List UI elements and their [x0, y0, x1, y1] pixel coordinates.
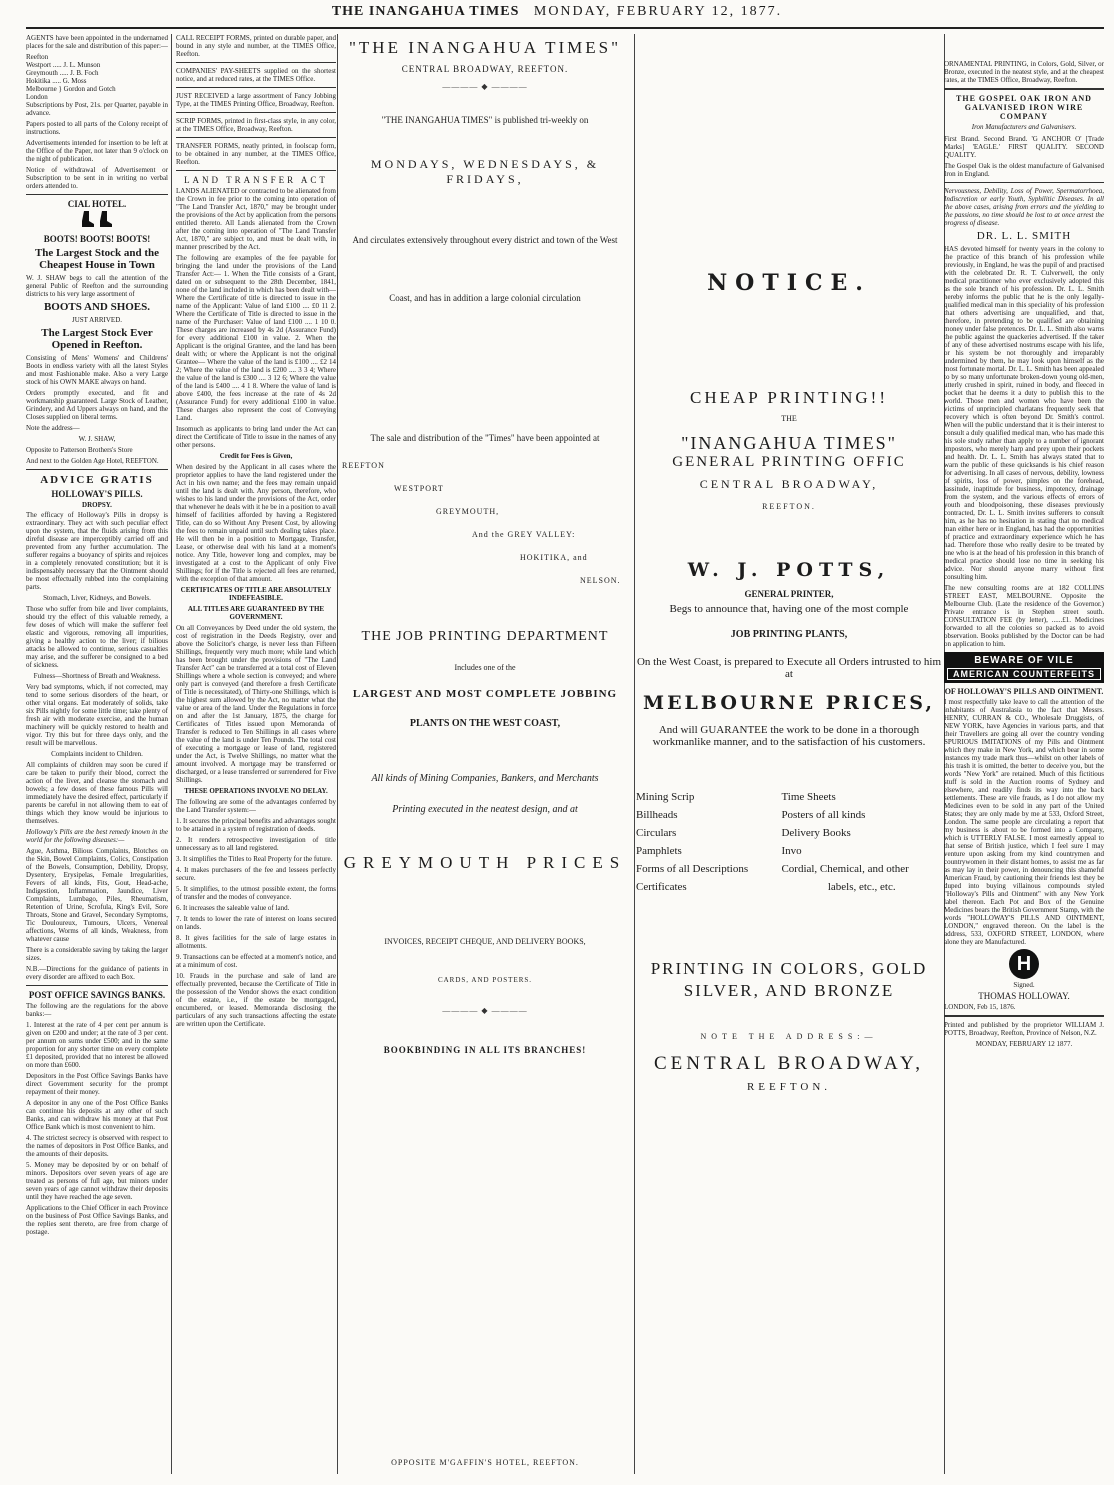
signed-text: Signed. [1013, 981, 1035, 989]
boots-shoes-heading: BOOTS AND SHOES. [43, 301, 151, 313]
consisting-text: Consisting of Mens' Womens' and Childrens' Boots in endless variety with all the latest Styles and most Fashionable make. Also a very Large stock of his OWN MAKE always on hand. [26, 354, 168, 386]
savings-item: Applications to the Chief Officer in each Province on the business of Post Office Savings Banks, and the replies sent thereto, are free from charge of postage. [26, 1204, 168, 1236]
item-right: Delivery Books [781, 827, 851, 839]
address-name: W. J. SHAW, [78, 435, 116, 443]
fulness-heading: Fulness—Shortness of Breath and Weakness. [33, 672, 161, 680]
call-receipt-ad: CALL RECEIPT FORMS, printed on durable paper, and bound in any style and number, at the TIMES Office, Reefton. [176, 34, 336, 58]
item-left: Forms of all Descriptions [636, 863, 749, 875]
item-right: labels, etc., etc. [827, 881, 896, 893]
just-arrived: JUST ARRIVED. [71, 316, 123, 324]
column-4 [634, 34, 944, 1474]
paper-subtitle: CENTRAL BROADWAY, REEFTON. [401, 64, 569, 74]
column-rule [171, 34, 172, 1474]
advantage-item: 7. It tends to lower the rate of interest on loans secured on lands. [176, 915, 336, 931]
general-printing-heading: GENERAL PRINTING OFFIC [672, 454, 906, 470]
item-right: Cordial, Chemical, and other [781, 863, 909, 875]
advantage-item: 5. It simplifies, to the utmost possible extent, the forms of transfer and the modes of conveyance. [176, 885, 336, 901]
item-left: Mining Scrip [636, 791, 695, 803]
printed-by-text: Printed and published by the proprietor WILLIAM J. POTTS, Broadway, Reefton, Province of Nelson, N.Z. [944, 1021, 1104, 1037]
reefton-text: REEFTON. [762, 502, 816, 511]
footer-address: OPPOSITE M'GAFFIN'S HOTEL, REEFTON. [391, 1458, 579, 1467]
certificates-heading: CERTIFICATES OF TITLE ARE ABSOLUTELY INDEFEASIBLE. [180, 586, 332, 602]
notice-heading: NOTICE. [707, 270, 871, 296]
orders-text: Orders promptly executed, and fit and workmanship guaranteed. Large Stock of Leather, Grindery, and Ad Uppers always on hand, and the Closes supplied on liberal terms. [26, 389, 168, 421]
advantage-item: 8. It gives facilities for the sale of large estates in allotments. [176, 934, 336, 950]
reefton-heading: REEFTON. [746, 1081, 832, 1093]
savings-intro: The following are the regulations for the above banks:— [26, 1002, 168, 1018]
masthead-rule [26, 27, 1104, 29]
ornament-dash: ———— ◆ ———— [442, 1006, 528, 1015]
diseases-list: Ague, Asthma, Bilious Complaints, Blotches on the Skin, Bowel Complaints, Colics, Constipation of the Bowels, Consumption, Debility, Dropsy, Dysentery, Erysipelas, Female Irregularities, Fevers of all kinds, Fits, Gout, Head-ache, Indigestion, Inflammation, Jaundice, Liver Complaints, Lumbago, Piles, Rheumatism, Retention of Urine, Scrofula, King's Evil, Sore Throats, Stone and Gravel, Secondary Symptoms, Tic Douloureux, Tumours, Ulcers, Venereal affections, Worms of all kinds, Weakness, from whatever cause [26, 847, 168, 943]
address-label: Note the address— [26, 424, 80, 432]
advantage-item: 10. Frauds in the purchase and sale of land are effectually prevented, because the Certificate of Title in the possession of the Vendor shows the exact condition of the estate, i.e., if the estate be mortgaged, encumbered, or leased. Memoranda disclosing the particulars of any such transactions affecting the estate are written upon the Certificate. [176, 972, 336, 1028]
holloway-name: THOMAS HOLLOWAY. [978, 991, 1070, 1001]
job-plants-text: JOB PRINTING PLANTS, [730, 629, 848, 640]
saving-text: There is a considerable saving by taking the larger sizes. [26, 946, 168, 962]
children-text: All complaints of children may soon be cured if care be taken to purify their blood, correct the action of the liver, and cleanse the stomach and bowels; a few doses of these famous Pills will immediately have the desired effect, particularly if parents be careful in not allowing them to eat of things which they know would be injurious to themselves. [26, 761, 168, 825]
papers-text: Papers posted to all parts of the Colony receipt of instructions. [26, 120, 168, 136]
table-row [634, 824, 944, 842]
item-left: Certificates [636, 881, 687, 893]
savings-item: Depositors in the Post Office Savings Banks have direct Government security for the prompt repayment of their money. [26, 1072, 168, 1096]
children-heading: Complaints incident to Children. [51, 750, 143, 758]
invoices-text: INVOICES, RECEIPT CHEQUE, AND DELIVERY BOOKS, [384, 937, 586, 946]
holloway-warning-text: I most respectfully take leave to call the attention of the inhabitants of Australasia to the fact that Messrs. HENRY, CURRAN & CO., Wholesale Druggists, of NEW YORK, have Agencies in various parts, and that their Travellers are going all over the country vending SPURIOUS IMITATIONS of my Pills and Ointment which they make in New York, and which bear in some instances my trade mark thus—whilst on other labels of this trash it is omitted, the better to deceive you, but the words "New York" are retained. Much of this fictitious stuff is sold in the Auction rooms of Sydney and elsewhere, and readily finds its way into the back settlements. These are vile frauds, as I do not allow my Medicines even to be sold in any part of the United States; they are only made by me at 533, Oxford Street, London. The same people are circulating a report that my business is about to be formed into a Company, which is UTTERLY FALSE. I most earnestly appeal to that sense of British justice, which I feel sure I may venture upon asking from my kind countrymen and countrywomen in their distant homes, to assist me as far as may lay in their power, in denouncing this shameful American Fraud, by cautioning their friends lest they be duped into buying villainous compounds styled "Holloway's Pills and Ointment" with any New York label thereon. Each Pot and Box of the Genuine Medicines bears the British Government Stamp, with the words "HOLLOWAY'S PILLS AND OINTMENT, LONDON," engraved thereon. On the label is the address, 533, OXFORD STREET, LONDON, where alone they are Manufactured. [944, 698, 1104, 946]
credit-text: When desired by the Applicant in all cases where the proprietor applies to have the land registered under the Act in his own name; and the fees may remain unpaid until the land is dealt with. Any person, therefore, who wishes to his land under the provisions of the Act, order that whenever he deals with it he be in a position to avail himself of facilities afforded by having a Registered Title, can do so Without Any Present Cost, by allowing the fees to remain unpaid until such dealing takes place. He will then be in a position to Mortgage, Transfer, Lease, or otherwise deal with his land at a moment's notice. Any Title, however long and complex, may be investigated at a cost to the Applicant of only Five Shillings; for if the Title is rejected all fees are returned, with the exception of that amount. [176, 463, 336, 583]
masthead-date: MONDAY, FEBRUARY 12, 1877. [533, 4, 783, 19]
printing-items-table [634, 788, 944, 896]
gospel-sub: Iron Manufacturers and Galvanisers. [971, 123, 1077, 131]
agent-item: Greymouth ..... J. B. Foch [26, 69, 99, 77]
dr-text: HAS devoted himself for twenty years in the colony to the practice of this branch of his profession while previously, in England, he was the pupil of and practised with the celebrated Dr. R. T. Culverwell, the only medical practitioner who ever exclusively adopted this as the sole branch of his profession. Dr. L. L. Smith hereby informs the public that he is the only legally-qualified medical man in this speciality of his profession that others advertising are unqualified, and that, therefore, in pretending to be qualified are obtaining money under false pretences. Dr. L. L. Smith also warns the public against the quackeries advertised. If the taker of any of these advertised nostrums escape with his life, or his system be not thoroughly and irreparably undermined by them, he may look upon himself as the most fortunate mortal. Dr. L. L. Smith has been appealed to by so many unfortunate broken-down young old-men, utterly crushed in spirit, ruined in body, and fleeced in pocket that he deems it a duty to publish this to the world. Those men and women who have been the victims of unprincipled charlatans frequently seek that recovery which is often beyond Dr. Smith's control. When will the public understand that it is their interest to consult a duly qualified medical man, who has made this his sole study rather than apply to a number of ignorant impostors, who merely harp and prey upon their pockets and health. Dr. L. L. Smith has always stated that to warn the public of these quicksands is his chief reason for advertising. In all cases of nervous, debility, lowness of spirits, loss of power, pimples on the forehead, lassitude, inaptitude for business, impotency, drainage from the system, and the various effects of errors of youth and bloodpoisoning, these diseases previously contracted, Dr. L. L. Smith invites sufferers to consult him, as he has no hesitation in stating that no medical man either here or in England, has had the opportunities of practice and extraordinary experience which he has had. Therefore those who really desire to be treated by one who is at the head of his profession in this branch of medical practice should lose no time in seeking his advice. Nor should anyone marry without first consulting him. [944, 245, 1104, 581]
address-line: Opposite to Patterson Brothers's Store [26, 446, 133, 454]
shaw-text: W. J. SHAW begs to call the attention of the general Public of Reefton and the surrounding districts to his very large assortment of [26, 274, 168, 298]
advantage-item: 2. It renders retrospective investigation of title unnecessary as to all land registered. [176, 836, 336, 852]
includes-text: Includes one of the [454, 663, 516, 672]
place-item: REEFTON [342, 461, 385, 470]
guarantee-text: And will GUARANTEE the work to be done in a thorough workmanlike manner, and to the satisfaction of his customers. [652, 724, 926, 748]
beware-line-2: AMERICAN COUNTERFEITS [947, 668, 1101, 680]
item-left: Pamphlets [636, 845, 682, 857]
brands-text: First Brand. Second Brand. 'G ANCHOR O' [Trade Marks] 'EAGLE.' FIRST QUALITY. SECOND QUALITY. [944, 135, 1104, 159]
table-row [634, 860, 944, 878]
item-left: Billheads [636, 809, 678, 821]
plants-text: PLANTS ON THE WEST COAST, [409, 718, 561, 729]
fees-text: The following are examples of the fee payable for bringing the land under the provisions of the Land Transfer Act:— 1. When the Title consists of a Grant, dated on or subsequent to the 28th December, 1841, none of the land included in which has been dealt with— Where the Certificate of title is directed to issue in the name of the Applicant: Value of land £100 .... £0 11 2. Where the Certificate of Title is directed to issue in the name of the Purchaser: Value of land £100 .... 1 10 0. These charges are increased by 4s 2d (Assurance Fund) for every additional £100 in value. 2. When the Applicant is the original Grantee, and the land has been dealt with; or where the Applicant is not the original Grantee— Where the value of the land is £100 .... £2 14 2; Where the value of the land is £200 .... 3 3 4; Where the value of the land is £300 .... 3 12 6; Where the value of the land is £400 .... 4 1 8. Where the value of land is above £400, the fees increase at the rate of 4s 2d (Assurance Fund) for every additional £100 in value. These charges also represent the cost of Conveying Land. [176, 254, 336, 422]
advantage-item: 4. It makes purchasers of the fee and lessees perfectly secure. [176, 866, 336, 882]
place-item: WESTPORT [394, 484, 444, 493]
agent-item: Hokitika ..... G. Moss [26, 77, 87, 85]
savings-item: 1. Interest at the rate of 4 per cent per annum is given on £200 and under; at the rate of 3 per cent. per annum on sums under £500; and in the same proportion for any shorter time on every complete £1 deposited, provided that no interest be allowed on more than £600. [26, 1021, 168, 1069]
table-row [634, 806, 944, 824]
colors-heading: PRINTING IN COLORS, GOLD SILVER, AND BRONZE [650, 959, 928, 1000]
item-right: Time Sheets [781, 791, 836, 803]
neatest-text: Printing executed in the neatest design, and at [392, 804, 578, 815]
central-heading: CENTRAL BROADWAY, [699, 477, 879, 491]
masthead-title: THE INANGAHUA TIMES [331, 4, 520, 19]
beware-banner [944, 652, 1104, 683]
item-left: Circulars [636, 827, 677, 839]
guaranteed-heading: ALL TITLES ARE GUARANTEED BY THE GOVERNMENT. [187, 605, 325, 621]
agents-list [26, 53, 168, 101]
item-right: Posters of all kinds [781, 809, 866, 821]
stomach-text: Those who suffer from bile and liver complaints, should try the effect of this valuable remedy, a few doses of which will make the sufferer feel elastic and vigorous, removing all impurities, giving a healthy action to the liver; if bilious attacks be allowed to continue, serious casualties may arise, and the sufferer be consigned to a bed of sickness. [26, 605, 168, 669]
times-heading: "INANGAHUA TIMES" [681, 433, 897, 453]
transfer-ad: TRANSFER FORMS, neatly printed, in foolscap form, to be obtained in any number, at the TIMES Office, Reefton. [176, 142, 336, 166]
begs-text: Begs to announce that, having one of the most comple [669, 603, 909, 615]
land-text: LANDS ALIENATED or contracted to be alienated from the Crown in fee prior to the coming into operation of "The Land Transfer Act, 1870," may be brought under the provisions of the Act by application from the persons entitled thereto. All Lands alienated from the Crown after the coming into operation of "The Land Transfer Act, 1870," are subject to, and must be dealt with, in manner prescribed by the Act. [176, 187, 336, 251]
paper-title: "THE INANGAHUA TIMES" [348, 38, 622, 57]
ornament-dash: ———— ◆ ———— [442, 82, 528, 91]
agent-item: Melbourne } Gordon and Gotch [26, 85, 116, 93]
sale-text: The sale and distribution of the "Times" have been appointed at [370, 433, 600, 443]
boot-icon [26, 211, 168, 232]
place-item: NELSON. [580, 576, 621, 585]
mining-text: All kinds of Mining Companies, Bankers, and Merchants [371, 773, 599, 784]
rooms-text: The new consulting rooms are at 182 COLLINS STREET EAST, MELBOURNE. Opposite the Melbourne Club. (Late the residence of the Governor.) Private entrance is in Stephen street south. CONSULTATION FEE (by letter), ......£1. Medicines forwarded to all the colonies so packed as to avoid observation. Books published by the Doctor can be had on application to him. [944, 584, 1104, 648]
masthead [0, 4, 1114, 26]
pay-sheets-ad: COMPANIES' PAY-SHEETS supplied on the shortest notice, and at reduced rates, at the TIMES Office. [176, 67, 336, 83]
table-row [634, 788, 944, 806]
ornamental-ad: ORNAMENTAL PRINTING, in Colors, Gold, Silver, or Bronze, executed in the neatest style, and at the cheapest rates, at the TIMES Office, Broadway, Reefton. [944, 60, 1104, 84]
pills-text: The efficacy of Holloway's Pills in dropsy is extraordinary. They act with such peculiar effect upon the system, that the fluids arising from this direful disease are imperceptibly carried off and prevented from any further accumulation. The sufferer regains a buoyancy of spirits and rejoices in a completely renovated constitution; but it is indispensably necessary that the Ointment should be most effectually rubbed into the complaining parts. [26, 511, 168, 591]
agent-item: Westport ..... J. L. Munson [26, 61, 101, 69]
adverts-text: Advertisements intended for insertion to be left at the Office of the Paper, not later than 9 o'clock on the night of publication. [26, 139, 168, 163]
advantage-item: 9. Transactions can be effected at a moment's notice, and at a minimum of cost. [176, 953, 336, 969]
coast-text: On the West Coast, is prepared to Execute all Orders intrusted to him at [636, 656, 942, 680]
column-1 [26, 34, 168, 1474]
largest-jobbing-text: LARGEST AND MOST COMPLETE JOBBING [352, 688, 618, 700]
place-item: GREYMOUTH, [436, 507, 500, 516]
note-address-text: NOTE THE ADDRESS:— [700, 1032, 878, 1041]
subscriptions-text: Subscriptions by Post, 21s. per Quarter, payable in advance. [26, 101, 168, 117]
beware-line-1: BEWARE OF VILE [974, 655, 1074, 666]
advantage-item: 1. It secures the principal benefits and advantages sought to be attained in a system of registration of deeds. [176, 817, 336, 833]
column-3 [336, 34, 634, 1474]
agents-intro: AGENTS have been appointed in the undernamed places for the sale and distribution of this paper:— [26, 34, 168, 50]
address-next: And next to the Golden Age Hotel, REEFTON. [26, 457, 159, 465]
land-transfer-heading: LAND TRANSFER ACT [184, 175, 328, 185]
column-5 [944, 34, 1104, 1474]
agent-item: London [26, 93, 48, 101]
cards-text: CARDS, AND POSTERS. [437, 976, 533, 984]
scrip-ad: SCRIP FORMS, printed in first-class style, in any color, at the TIMES Office, Broadway, Reefton. [176, 117, 336, 133]
printer-text: GENERAL PRINTER, [744, 589, 834, 599]
greymouth-prices-heading: GREYMOUTH PRICES [343, 853, 627, 872]
savings-item: 5. Money may be deposited by or on behalf of minors. Depositors over seven years of age are treated as persons of full age, but minors under seven years of age cannot withdraw their deposits until they have reached the age seven. [26, 1161, 168, 1201]
holloway-heading: HOLLOWAY'S PILLS. [51, 489, 143, 499]
holloway-warning-heading: OF HOLLOWAY'S PILLS AND OINTMENT. [944, 687, 1104, 696]
melbourne-prices-heading: MELBOURNE PRICES, [643, 692, 935, 714]
column-2 [176, 34, 336, 1474]
nervous-text: Nervousness, Debility, Loss of Power, Spermatorrhoea, Indiscretion or early Youth, Syphilitic Diseases. In all the above cases, arising from errors and the yielding to the passions, no time should be lost to at once arrest the progress of disease. [944, 187, 1104, 227]
withdrawal-text: Notice of withdrawal of Advertisement or Subscription to be sent in in writing no verbal orders attended to. [26, 166, 168, 190]
largest-stock-heading: The Largest Stock and the Cheapest House in Town [34, 247, 160, 271]
item-right: Invo [781, 845, 802, 857]
coast-text: Coast, and has in addition a large colonial circulation [389, 293, 581, 303]
savings-item: A depositor in any one of the Post Office Banks can continue his deposits at any other of such Banks, and can withdraw his money at that Post Office Bank which is most convenient to him. [26, 1099, 168, 1131]
directions-text: N.B.—Directions for the guidance of patients in every disorder are affixed to each Box. [26, 965, 168, 981]
trademark-icon: H [944, 949, 1104, 979]
potts-heading: W. J. POTTS, [687, 559, 891, 581]
published-text: "THE INANGAHUA TIMES" is published tri-weekly on [381, 115, 589, 125]
stomach-heading: Stomach, Liver, Kidneys, and Bowels. [43, 594, 151, 602]
advantages-intro: The following are some of the advantages conferred by the Land Transfer system:— [176, 798, 336, 814]
credit-heading: Credit for Fees is Given, [219, 452, 293, 460]
advantage-item: 6. It increases the saleable value of land. [176, 904, 290, 912]
job-dept-heading: THE JOB PRINTING DEPARTMENT [361, 629, 609, 644]
best-remedy-text: Holloway's Pills are the best remedy known in the world for the following diseases:— [26, 828, 168, 844]
gospel-note: The Gospel Oak is the oldest manufacture of Galvanised Iron in England. [944, 162, 1104, 178]
advantage-item: 3. It simplifies the Titles to Real Property for the future. [176, 855, 333, 863]
circulates-text: And circulates extensively throughout every district and town of the West [352, 235, 618, 245]
fulness-text: Very bad symptoms, which, if not corrected, may tend to some serious disorders of the heart, or other vital organs. Eat moderately of solids, take six Pills nightly for some little time; take plenty of fresh air with moderate exercise, and the human machinery will be quickly restored to health and vigor. Try this but for three days only, and the result will be marvellous. [26, 683, 168, 747]
days-text: MONDAYS, WEDNESDAYS, & FRIDAYS, [370, 157, 600, 186]
bookbinding-text: BOOKBINDING IN ALL ITS BRANCHES! [383, 1045, 587, 1055]
the-text: THE [781, 414, 797, 423]
conveyance-text: On all Conveyances by Deed under the old system, the cost of registration in the Deeds Registry, over and above the Solicitor's charge, is never less than Fifteen Shillings, frequently very much more; while land which has been brought under the provisions of "The Land Transfer Act" can be transferred at a total cost of Eleven Shillings where a whole section is conveyed; and where only part is conveyed (and therefore a fresh Certificate of Title is necessitated), of Thirty-one Shillings, which is the highest sum allowed by the Act, no matter what the value or area of the land. Under the Regulations in force on and after the 1st January, 1875, the charge for Certificates of Titles issued upon Memoranda of Transfer is reduced to Ten Shillings in all cases where the value of the land is under Ten Pounds. The total cost of executing a mortgage or lease of land, registered under the Act, is Twelve Shillings, no matter what the amount involved. A mortgage may be transferred or discharged, or a lease transferred or surrendered for Five Shillings. [176, 624, 336, 784]
largest-ever-heading: The Largest Stock Ever Opened in Reefton. [41, 327, 153, 351]
dr-heading: DR. L. L. SMITH [976, 230, 1072, 242]
operations-heading: THESE OPERATIONS INVOLVE NO DELAY. [184, 787, 328, 795]
hotel-heading: CIAL HOTEL. [67, 199, 127, 209]
savings-item: 4. The strictest secrecy is observed with respect to the names of depositors in Post Office Banks, and the amounts of their deposits. [26, 1134, 168, 1158]
cheap-printing-heading: CHEAP PRINTING!! [689, 388, 888, 407]
table-row [634, 842, 944, 860]
holloway-date: LONDON, Feb 15, 1876. [944, 1003, 1016, 1011]
place-item: HOKITIKA, and [520, 553, 588, 562]
advice-heading: ADVICE GRATIS [40, 474, 154, 486]
boots-heading: BOOTS! BOOTS! BOOTS! [43, 234, 151, 244]
pub-date-text: MONDAY, FEBRUARY 12 1877. [975, 1040, 1073, 1048]
savings-heading: POST OFFICE SAVINGS BANKS. [28, 990, 166, 1000]
insurance-text: Insomuch as applicants to bring land under the Act can direct the Certificate of Title to issue in the names of any other persons. [176, 425, 336, 449]
place-item: And the GREY VALLEY: [472, 530, 576, 539]
gospel-heading: THE GOSPEL OAK IRON AND GALVANISED IRON WIRE COMPANY [956, 94, 1092, 121]
dropsy-heading: DROPSY. [82, 501, 112, 509]
agent-item: Reefton [26, 53, 49, 61]
type-ad: JUST RECEIVED a large assortment of Fancy Jobbing Type, at the TIMES Printing Office, Broadway, Reefton. [176, 92, 336, 108]
table-row [634, 878, 944, 896]
central-broadway-heading: CENTRAL BROADWAY, [654, 1053, 924, 1074]
